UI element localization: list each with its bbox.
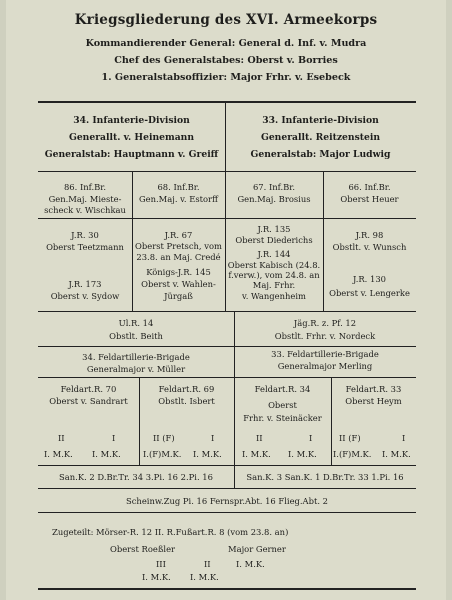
assigned-commander-1: Oberst Roeßler — [110, 544, 176, 554]
regiment-144-line4: v. Wangenheim — [241, 291, 306, 301]
fa34-unit-a: II — [256, 433, 263, 443]
jaeger-regiment-title: Jäg.R. z. Pf. 12 — [293, 318, 357, 328]
fa33-unit-c: I.(F)M.K. — [333, 449, 372, 459]
regiment-145-line1: Oberst v. Wahlen- — [141, 279, 216, 289]
brigade-66-commander: Oberst Heuer — [340, 194, 399, 204]
commander-line: Kommandierender General: General d. Inf. v. Mudra — [85, 38, 367, 49]
fab34-commander: Generalmajor v. Müller — [86, 364, 186, 374]
assigned-line: Zugeteilt: Mörser-R. 12 II. R.Fußart.R. 8 (vom 23.8. an) — [52, 527, 289, 537]
regiment-67-title: J.R. 67 — [164, 230, 193, 240]
div33-commander: Generallt. Reitzenstein — [260, 132, 381, 143]
regiment-130-title: J.R. 130 — [353, 274, 386, 284]
fa69-commander: Obstlt. Isbert — [158, 396, 215, 406]
assigned-unit-iii: III — [156, 559, 166, 569]
fa70-unit-a: II — [58, 433, 65, 443]
div34-staff: Generalstab: Hauptmann v. Greiff — [44, 149, 219, 160]
fa34-title: Feldart.R. 34 — [254, 384, 311, 394]
top-rule — [38, 101, 416, 103]
assigned-commander-2: Major Gerner — [228, 544, 286, 554]
fa34-line2: Frhr. v. Steinäcker — [243, 413, 322, 423]
regiment-135-title: J.R. 135 — [257, 224, 291, 234]
regiment-98-title: J.R. 98 — [355, 230, 384, 240]
fa33-commander: Oberst Heym — [345, 396, 402, 406]
assigned-unit-mk-2: I. M.K. — [142, 572, 171, 582]
fa69-unit-d: I. M.K. — [193, 449, 222, 459]
fa69-unit-b: I — [211, 433, 215, 443]
brigade-86-line2: scheck v. Wischkau — [44, 205, 126, 215]
assigned-unit-mk-3: I. M.K. — [190, 572, 219, 582]
fa33-unit-a: II (F) — [339, 433, 361, 443]
regiment-145-title: Königs-J.R. 145 — [146, 267, 211, 277]
regiment-67-line1: Oberst Pretsch, vom — [135, 241, 222, 251]
support-left: San.K. 2 D.Br.Tr. 34 3.Pi. 16 2.Pi. 16 — [59, 472, 213, 482]
regiment-30-title: J.R. 30 — [71, 230, 99, 240]
fa69-title: Feldart.R. 69 — [158, 384, 215, 394]
fa33-title: Feldart.R. 33 — [345, 384, 402, 394]
assigned-unit-ii: II — [204, 559, 211, 569]
div34-title: 34. Infanterie-Division — [73, 115, 190, 126]
uhlan-regiment-title: Ul.R. 14 — [118, 318, 154, 328]
div34-commander: Generallt. v. Heinemann — [68, 132, 195, 143]
regiment-145-line2: Jürgaß — [164, 291, 193, 301]
brigade-86-line1: Gen.Maj. Mieste- — [48, 194, 122, 204]
jaeger-regiment-commander: Obstlt. Frhr. v. Nordeck — [274, 331, 376, 341]
page-title: Kriegsgliederung des XVI. Armeekorps — [74, 12, 378, 28]
rule-artillery-brigades — [38, 377, 416, 378]
regiment-144-line3: Maj. Frhr. — [252, 280, 296, 290]
rule-support — [38, 488, 416, 489]
corps-troops-line: Scheinw.Zug Pi. 16 Fernspr.Abt. 16 Flieg.Abt. 2 — [126, 496, 328, 506]
regiment-173-title: J.R. 173 — [68, 279, 102, 289]
fa70-unit-b: I — [112, 433, 116, 443]
bottom-rule — [38, 588, 416, 590]
uhlan-regiment-commander: Obstlt. Beith — [109, 331, 163, 341]
regiment-67-line2: 23.8. an Maj. Credé — [136, 252, 221, 262]
fa69-unit-a: II (F) — [153, 433, 175, 443]
brigade-67-title: 67. Inf.Br. — [252, 182, 296, 192]
fa70-title: Feldart.R. 70 — [60, 384, 117, 394]
fa34-unit-c: I. M.K. — [242, 449, 271, 459]
document-page — [6, 0, 446, 600]
regiment-144-line1: Oberst Kabisch (24.8. — [227, 260, 321, 270]
fab34-title: 34. Feldartillerie-Brigade — [82, 352, 190, 362]
fa33-unit-d: I. M.K. — [382, 449, 411, 459]
staff-officer-line: 1. Generalstabsoffizier: Major Frhr. v. Esebeck — [101, 72, 351, 83]
fa34-line1: Oberst — [268, 400, 297, 410]
fab33-commander: Generalmajor Merling — [277, 361, 373, 371]
regiment-144-title: J.R. 144 — [257, 249, 291, 259]
fa70-unit-c: I. M.K. — [44, 449, 73, 459]
fa34-unit-d: I. M.K. — [288, 449, 317, 459]
rule-corps-troops — [38, 512, 416, 513]
regiment-135-commander: Oberst Diederichs — [235, 235, 313, 245]
regiment-98-commander: Obstlt. v. Wunsch — [332, 242, 407, 252]
brigade-68-title: 68. Inf.Br. — [157, 182, 200, 192]
rule-cavalry — [38, 346, 416, 347]
rule-artillery-regiments — [38, 465, 416, 466]
regiment-130-commander: Oberst v. Lengerke — [329, 288, 410, 298]
regiment-173-commander: Oberst v. Sydow — [50, 291, 120, 301]
rule-regiments — [38, 311, 416, 312]
fab33-title: 33. Feldartillerie-Brigade — [271, 349, 379, 359]
assigned-unit-mk-1: I. M.K. — [236, 559, 265, 569]
brigade-68-commander: Gen.Maj. v. Estorff — [138, 194, 219, 204]
fa70-commander: Oberst v. Sandrart — [49, 396, 128, 406]
chief-of-staff-line: Chef des Generalstabes: Oberst v. Borries — [114, 55, 338, 66]
support-right: San.K. 3 San.K. 1 D.Br.Tr. 33 1.Pi. 16 — [246, 472, 404, 482]
brigade-67-commander: Gen.Maj. Brosius — [237, 194, 311, 204]
div33-title: 33. Infanterie-Division — [262, 115, 379, 126]
div33-staff: Generalstab: Major Ludwig — [250, 149, 391, 160]
fa33-unit-b: I — [402, 433, 406, 443]
rule-brigades — [38, 218, 416, 219]
regiment-144-line2: f.verw.), vom 24.8. an — [228, 270, 320, 280]
brigade-66-title: 66. Inf.Br. — [348, 182, 391, 192]
brigade-86-title: 86. Inf.Br. — [63, 182, 107, 192]
rule-divisions — [38, 171, 416, 172]
regiment-30-commander: Oberst Teetzmann — [46, 242, 124, 252]
fa70-unit-d: I. M.K. — [92, 449, 121, 459]
fa69-unit-c: I.(F)M.K. — [143, 449, 182, 459]
fa34-unit-b: I — [309, 433, 313, 443]
